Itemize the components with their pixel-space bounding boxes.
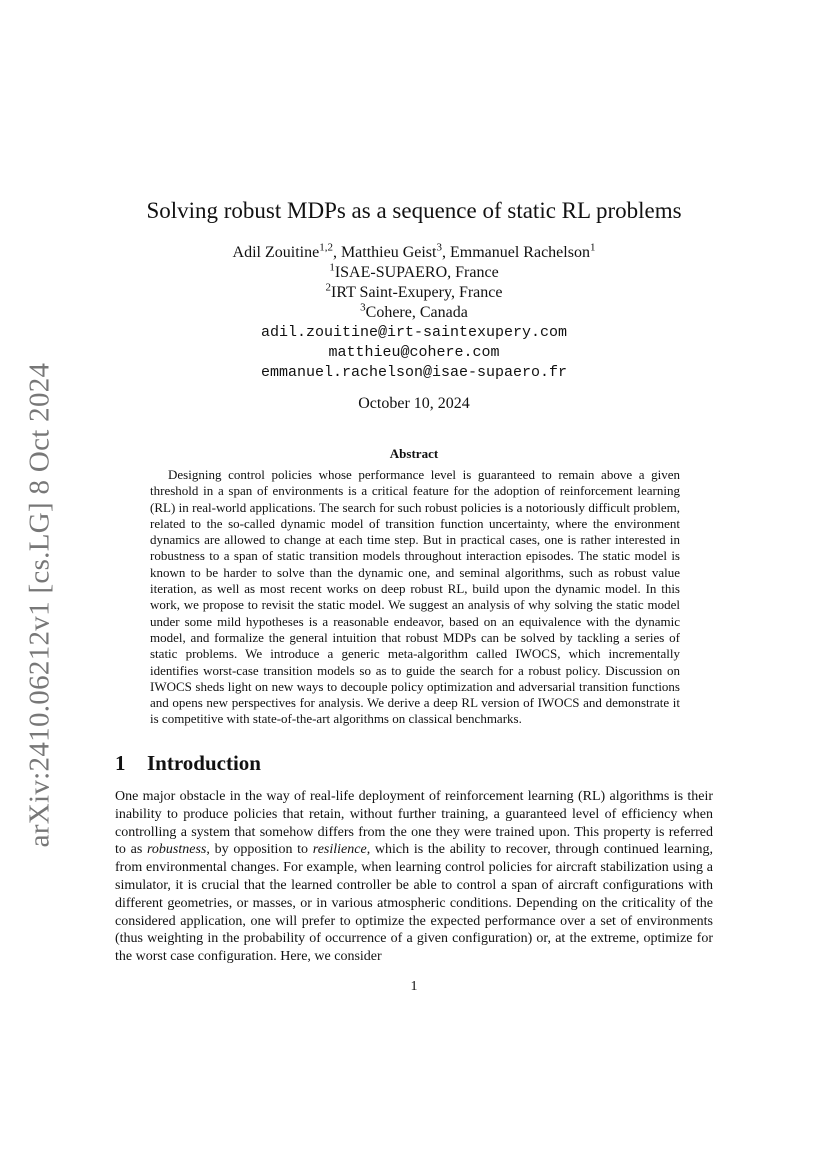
author-affiliation-mark: 1,2: [319, 241, 333, 254]
affiliation-mark: 1: [329, 261, 335, 274]
abstract-text: Designing control policies whose performance level is guaranteed to remain above a given threshold in a span of environments is a critical feature for the adoption of reinforcement learning (RL) in real-world applications. The search for such robust policies is a notoriously difficult problem, related to the so-called dynamic model of transition function uncertainty, where the environment dynamics are allowed to change at each time step. But in practical cases, one is rather interested in robustness to a span of static transition models throughout interaction episodes. The static model is known to be harder to solve than the dynamic one, and seminal algorithms, such as robust value iteration, as well as most recent works on deep robust RL, build upon the dynamic model. In this work, we propose to revisit the static model. We suggest an analysis of why solving the static model under some mild hypotheses is a reasonable endeavor, based on an equivalence with the dynamic model, and formalize the general intuition that robust MDPs can be solved by tackling a series of static problems. We introduce a generic meta-algorithm called IWOCS, which incrementally identifies worst-case transition models so as to guide the search for a robust policy. Discussion on IWOCS sheds light on new ways to decouple policy optimization and adversarial transition functions and opens new perspectives for analysis. We derive a deep RL version of IWOCS and demonstrate it is competitive with state-of-the-art algorithms on classical benchmarks.: [150, 467, 680, 727]
email-address[interactable]: adil.zouitine@irt-saintexupery.com: [260, 324, 568, 341]
emphasized-term: resilience: [312, 842, 367, 858]
paragraph-text: One major obstacle in the way of real-life deployment of reinforcement learning (RL) algorithms is their inability to produce policies that retain, without further training, a guaranteed level of efficiency when controlling a system that somehow differs from the one they were trained upon. This property is referred to as: [115, 789, 713, 858]
affiliation-line: [0, 283, 828, 303]
paragraph-text: , which is the ability to recover, through continued learning, from environmental changes. For example, when learning control policies for aircraft stabilization using a simulator, it is crucial that the learned controller be able to control a span of aircraft configurations with different geometries, or masses, or in various atmospheric conditions. Depending on the criticality of the considered application, one will prefer to optimize the expected performance over a set of environments (thus weighting in the probability of occurrence of a given configuration) or, at the extreme, optimize for the worst case configuration. Here, we consider: [115, 842, 713, 965]
author-separator: ,: [332, 244, 341, 261]
section-heading: [115, 751, 261, 776]
introduction-paragraph: [115, 788, 713, 966]
emphasized-term: robustness: [147, 842, 207, 858]
section-title: Introduction: [147, 751, 261, 775]
author-name: Matthieu Geist: [340, 244, 437, 261]
arxiv-identifier-stamp: arXiv:2410.06212v1 [cs.LG] 8 Oct 2024: [23, 362, 56, 848]
affiliation-name: IRT Saint-Exupery, France: [331, 284, 503, 301]
author-separator: ,: [441, 244, 450, 261]
paragraph-text: , by opposition to: [206, 842, 313, 858]
email-address[interactable]: matthieu@cohere.com: [328, 344, 500, 361]
author-name: Adil Zouitine: [232, 244, 320, 261]
authors-block: [0, 243, 828, 383]
author-affiliation-mark: 1: [589, 241, 596, 254]
author-name: Emmanuel Rachelson: [449, 244, 590, 261]
affiliation-mark: 3: [360, 301, 366, 314]
affiliation-name: ISAE-SUPAERO, France: [334, 264, 499, 281]
section-number: 1: [115, 751, 126, 775]
affiliation-line: [0, 303, 828, 323]
affiliation-name: Cohere, Canada: [365, 304, 468, 321]
email-address[interactable]: emmanuel.rachelson@isae-supaero.fr: [260, 364, 568, 381]
author-affiliation-mark: 3: [436, 241, 442, 254]
affiliation-mark: 2: [325, 281, 332, 294]
paper-title: Solving robust MDPs as a sequence of static RL problems: [146, 198, 682, 223]
affiliation-line: [0, 263, 828, 283]
abstract-heading: Abstract: [389, 446, 439, 461]
publication-date: October 10, 2024: [358, 395, 470, 412]
page-number: 1: [410, 979, 418, 994]
author-list: [0, 243, 828, 263]
